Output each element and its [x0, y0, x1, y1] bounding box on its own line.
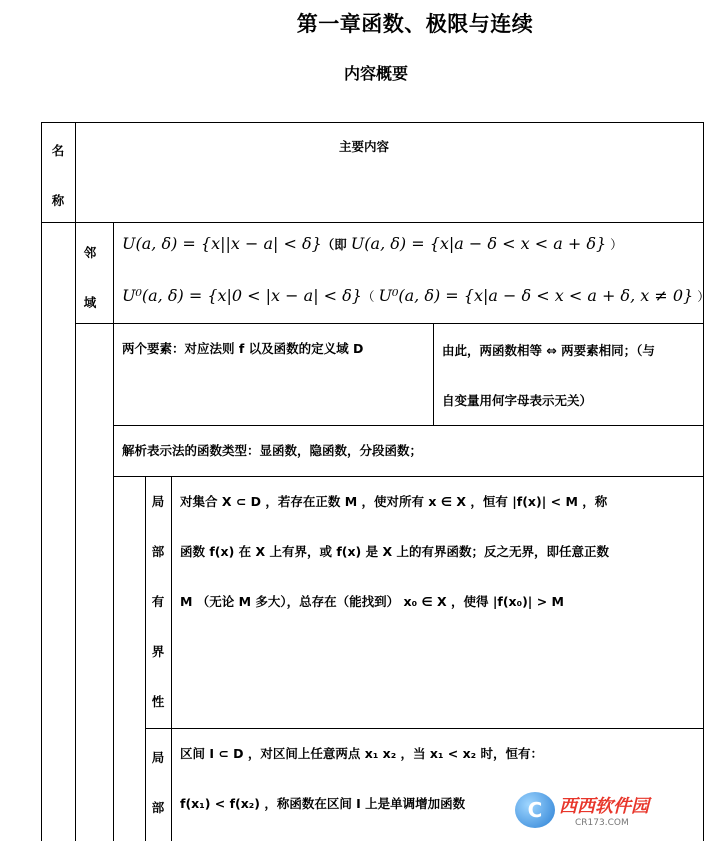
deleted-neighborhood-definition: U⁰(a, δ) = {x|0 < |x − a| < δ}（ U⁰(a, δ) = {x|a − δ < x < a + δ, x ≠ 0} ） [122, 286, 710, 305]
watermark-url: CR173.COM [575, 818, 629, 828]
function-types-text: 解析表示法的函数类型：显函数，隐函数，分段函数； [122, 443, 423, 458]
bounded-label: 局 部 有 界 性 [151, 494, 165, 709]
bounded-line-2: 函数 f(x) 在 X 上有界，或 f(x) 是 X 上的有界函数；反之无界，即任意正数 [180, 544, 609, 559]
header-name-label: 名 称 [51, 143, 65, 208]
watermark-brand: 西西软件园 [559, 796, 649, 817]
bounded-line-1: 对集合 X ⊂ D ，若存在正数 M ，使对所有 x ∈ X ，恒有 |f(x)| < M ，称 [180, 494, 608, 509]
monotone-label: 局 部 [151, 750, 165, 815]
function-elements-text: 两个要素：对应法则 f 以及函数的定义域 D [122, 341, 364, 356]
monotone-line-1: 区间 I ⊂ D ，对区间上任意两点 x₁ x₂ ，当 x₁ < x₂ 时，恒有： [180, 746, 543, 761]
function-equality-text-2: 自变量用何字母表示无关） [442, 393, 593, 408]
function-equality-text-1: 由此，两函数相等 ⇔ 两要素相同；（与 [442, 343, 655, 358]
header-content-label: 主要内容 [339, 139, 390, 154]
site-watermark [515, 790, 700, 830]
watermark-logo-icon: C [515, 792, 555, 828]
neighborhood-definition: U(a, δ) = {x||x − a| < δ}（即 U(a, δ) = {x|a − δ < x < a + δ} ） [122, 234, 623, 253]
chapter-title: 第一章函数、极限与连续 [296, 12, 534, 36]
section-subtitle: 内容概要 [343, 64, 408, 83]
neighborhood-label: 邻 域 [83, 245, 97, 310]
monotone-line-2: f(x₁) < f(x₂) ，称函数在区间 I 上是单调增加函数 [180, 796, 466, 811]
bounded-line-3: M （无论 M 多大），总存在（能找到） x₀ ∈ X ，使得 |f(x₀)| > M [180, 594, 564, 609]
